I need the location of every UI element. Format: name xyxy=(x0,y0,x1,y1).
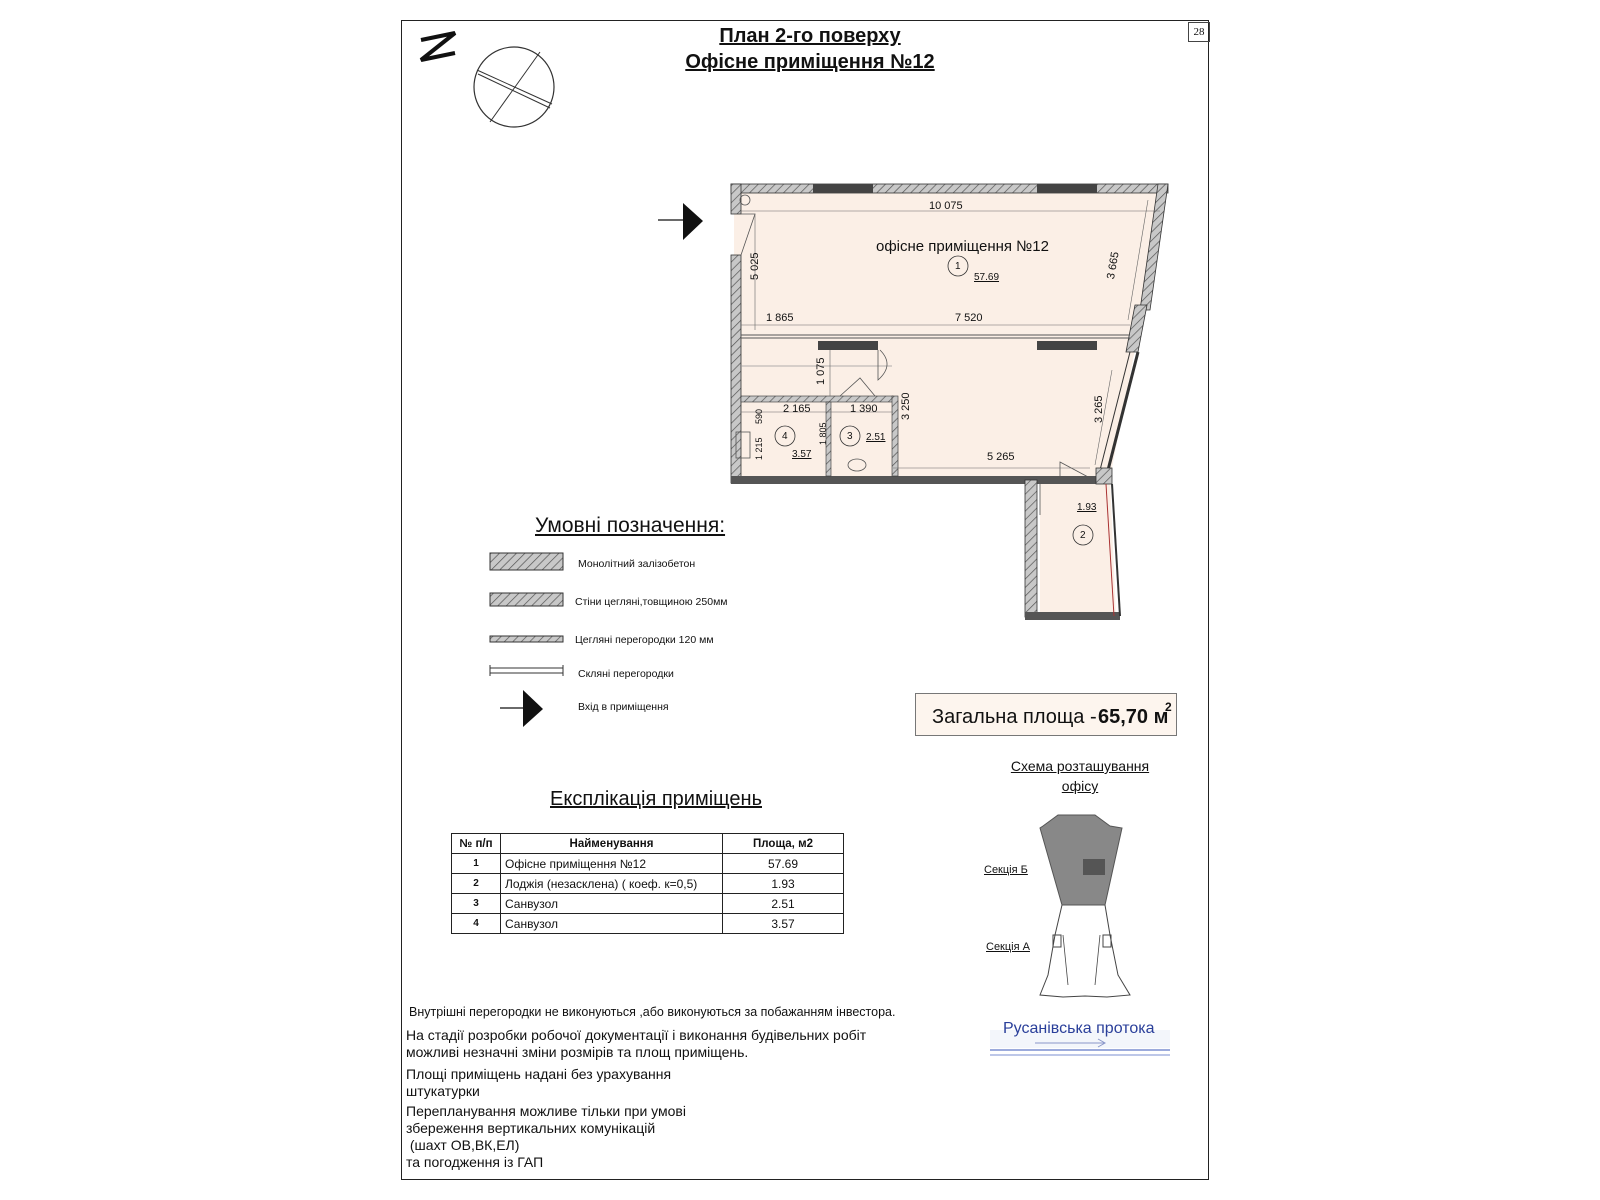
room-label: офісне приміщення №12 xyxy=(876,238,1049,255)
row-number: 4 xyxy=(452,914,501,934)
dim-right-lower: 3 265 xyxy=(1093,395,1105,423)
dim-mid-width: 7 520 xyxy=(955,312,983,324)
note-line: (шахт ОВ,ВК,ЕЛ) xyxy=(406,1137,520,1153)
row-area: 2.51 xyxy=(723,894,844,914)
page-number: 28 xyxy=(1188,22,1210,42)
row-number: 3 xyxy=(452,894,501,914)
legend-title: Умовні позначення: xyxy=(535,514,726,537)
location-scheme-drawing xyxy=(990,815,1170,1055)
dim-partition: 1 075 xyxy=(815,357,827,385)
dim-bath-height: 3 250 xyxy=(900,392,912,420)
dim-left-height: 5 025 xyxy=(749,252,761,280)
header-area: Площа, м2 xyxy=(723,834,844,854)
row-number: 1 xyxy=(452,854,501,874)
scheme-title: Схема розташування офісу xyxy=(1010,758,1150,794)
dim-bath3-depth: 1 805 xyxy=(818,422,828,445)
section-a-label: Секція А xyxy=(986,941,1030,953)
table-row xyxy=(452,894,844,914)
room-4-number: 4 xyxy=(782,431,788,442)
total-area-unit-sup: 2 xyxy=(1165,700,1172,714)
dim-top: 10 075 xyxy=(929,200,963,212)
note-line: штукатурки xyxy=(406,1083,480,1099)
legend-item-brick-partitions: Цегляні перегородки 120 мм xyxy=(575,634,714,646)
room-4-area: 3.57 xyxy=(792,449,812,460)
table-header-row xyxy=(452,834,844,854)
plan-title: План 2-го поверху xyxy=(719,25,901,47)
note-line: Перепланування можливе тільки при умові xyxy=(406,1103,686,1119)
note-line: Внутрішні перегородки не виконуються ,або виконуються за побажанням інвестора. xyxy=(409,1005,896,1019)
room-2-number: 2 xyxy=(1080,530,1086,541)
legend-item-concrete: Монолітний залізобетон xyxy=(578,558,696,570)
compass-rose-icon xyxy=(474,47,554,127)
note-line: Площі приміщень надані без урахування xyxy=(406,1066,672,1082)
table-row xyxy=(452,854,844,874)
row-area: 3.57 xyxy=(723,914,844,934)
entrance-arrow-icon xyxy=(658,203,703,240)
row-name: Санвузол xyxy=(501,914,723,934)
row-area: 1.93 xyxy=(723,874,844,894)
dim-bath3-width: 1 390 xyxy=(850,403,878,415)
dim-left-offset: 1 865 xyxy=(766,312,794,324)
table-row xyxy=(452,874,844,894)
dim-bath4-width: 2 165 xyxy=(783,403,811,415)
note-line: та погодження із ГАП xyxy=(406,1154,544,1170)
note-line: На стадії розробки робочої документації і виконання будівельних робіт xyxy=(406,1027,867,1043)
dim-bath4-small: 590 xyxy=(754,408,764,424)
section-b-label: Секція Б xyxy=(984,864,1028,876)
dim-bath4-depth: 1 215 xyxy=(754,437,764,460)
legend-item-glass-partitions: Скляні перегородки xyxy=(578,668,674,680)
office-title: Офісне приміщення №12 xyxy=(685,51,935,73)
note-line: можливі незначні зміни розмірів та площ приміщень. xyxy=(406,1044,749,1060)
row-name: Лоджія (незасклена) ( коеф. к=0,5) xyxy=(501,874,723,894)
header-name: Найменування xyxy=(501,834,723,854)
total-area-value: 65,70 м xyxy=(1098,706,1169,728)
explication-table xyxy=(451,833,844,934)
note-line: збереження вертикальних комунікацій xyxy=(406,1120,656,1136)
room-3-area: 2.51 xyxy=(866,432,886,443)
legend-item-brick-walls: Стіни цегляні,товщиною 250мм xyxy=(575,596,728,608)
explication-title: Експлікація приміщень xyxy=(550,788,762,810)
river-label: Русанівська протока xyxy=(1003,1020,1155,1037)
header-number: № п/п xyxy=(452,834,501,854)
legend-symbols xyxy=(490,553,563,727)
north-arrow-icon xyxy=(421,33,455,60)
row-name: Санвузол xyxy=(501,894,723,914)
total-area-label: Загальна площа - xyxy=(932,706,1097,728)
row-name: Офісне приміщення №12 xyxy=(501,854,723,874)
dim-right-diag: 3 665 xyxy=(1105,250,1122,281)
row-area: 57.69 xyxy=(723,854,844,874)
room-1-area: 57.69 xyxy=(974,272,1000,283)
row-number: 2 xyxy=(452,874,501,894)
room-1-number: 1 xyxy=(955,261,961,272)
room-3-number: 3 xyxy=(847,431,853,442)
loggia-floor xyxy=(1040,480,1116,615)
table-row xyxy=(452,914,844,934)
dim-lower-width: 5 265 xyxy=(987,451,1015,463)
legend-item-entrance: Вхід в приміщення xyxy=(578,701,669,713)
room-2-area: 1.93 xyxy=(1077,502,1097,513)
